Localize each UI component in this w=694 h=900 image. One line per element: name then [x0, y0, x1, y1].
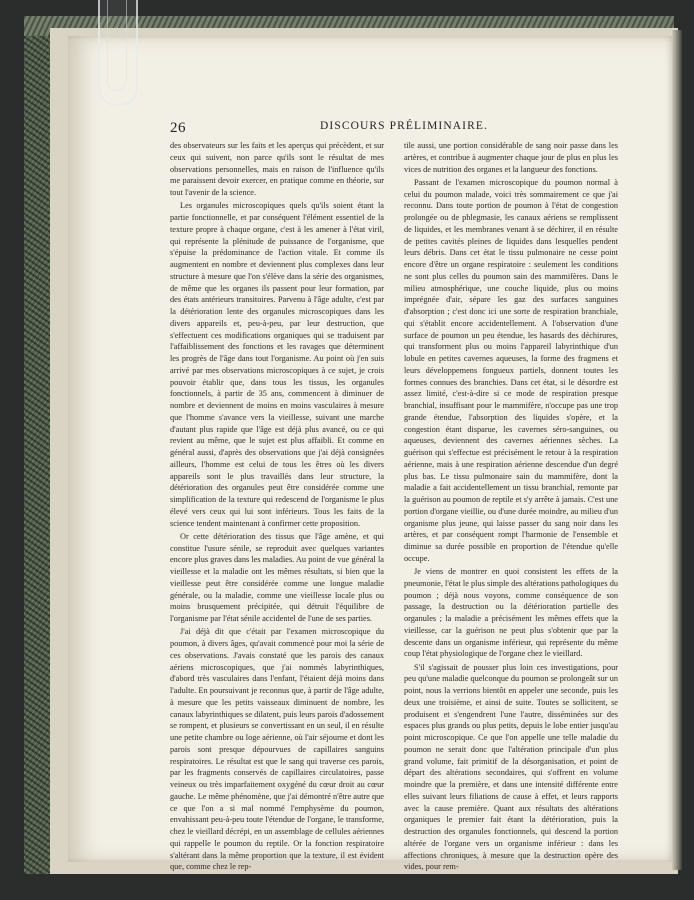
- paragraph: J'ai déjà dit que c'était par l'examen microscopique du poumon, à divers âges, qu'avait commencé pour moi la série de ces observations. J'avais constaté que les parois des canaux aériens microscopiques, que j'ai nommés labyrinthiques, d'abord très vasculaires dans l'enfant, l'étaient déjà moins dans l'adulte. En poursuivant je reconnus que, à partir de l'âge adulte, à mesure que les petits vaisseaux diminuent de nombre, les canaux labyrinthiques se dilatent, puis leurs parois d'adossement se rompent, et plusieurs se convertissant en un seul, il en résulte une petite chambre ou loge aérienne, où l'air séjourne et dont les parois sont presque dépourvues de capillaires sanguins respiratoires. Le résultat est que le sang qui traverse ces parois, par les fragments conservés de capillaires circulatoires, passe veineux ou très imparfaitement oxygéné du cœur droit au cœur gauche. Le même phénomène, que j'ai démontré n'être autre que ce que l'on a si mal nommé l'emphysème du poumon, envahissant peu-à-peu toute l'étendue de l'organe, le transforme, chez le vieillard décrépi, en un assemblage de cellules aériennes qui rappelle le poumon du reptile. Or la fonction respiratoire s'altérant dans la même proportion que la texture, il est évident que, comme chez le rep-: [170, 627, 384, 872]
- paragraph: des observateurs sur les faits et les aperçus qui précèdent, et sur ceux qui suivent, non parce qu'ils sont le résultat de mes observations personnelles, mais en raison de l'influence qu'ils me paraissent devoir exercer, en pratique comme en théorie, sur tout l'avenir de la science.: [170, 141, 384, 197]
- paragraph: tile aussi, une portion considérable de sang noir passe dans les artères, et contribue à augmenter chaque jour de plus en plus les vices de nutrition des organes et la langueur des fonctions.: [404, 141, 618, 174]
- text-column-left: [170, 140, 384, 875]
- page-edge-right: [672, 30, 682, 870]
- running-title: DISCOURS PRÉLIMINAIRE.: [320, 120, 488, 132]
- paragraph: Je viens de montrer en quoi consistent les effets de la pneumonie, l'état le plus simple des altérations pathologiques du poumon ; déjà nous voyons, comme conséquence de son passage, la destruction ou la détérioration partielle des organules ; la maladie a précisément les mêmes effets que la vieillesse, car la guérison ne peut plus s'obtenir que par la descente dans un organisme inférieur, qui représente du même coup l'état physiologique de l'organe chez le vieillard.: [404, 567, 618, 659]
- paragraph: Or cette détérioration des tissus que l'âge amène, et qui constitue l'usure sénile, se reproduit avec quelques variantes encore plus graves dans les maladies. Au point de vue général la vieillesse et la maladie ont les mêmes résultats, si bien que la vieillesse peut être considérée comme une longue maladie générale, ou la maladie, comme une vieillesse locale plus ou moins brusquement précipitée, qui détruit l'équilibre de l'organisme par l'état sénile accidentel de l'une de ses parties.: [170, 531, 384, 623]
- bookmark-clip-inner: [107, 0, 127, 91]
- page-number: 26: [170, 120, 186, 136]
- paragraph: Les organules microscopiques quels qu'ils soient étant la partie fonctionnelle, et par conséquent l'élément essentiel de la texture propre à chaque organe, c'est à les amener à l'état viril, qui représente la plénitude de puissance de l'organisme, que s'épuise la prédominance de l'action vitale. Et comme ils augmentent en nombre et deviennent plus complexes dans leur structure à mesure que l'on s'élève dans la série des organismes, de même que les organes ils passent pour leur formation, par des états antérieurs transitoires. Parvenu à l'âge adulte, c'est par la détérioration lente des organules microscopiques dans les divers appareils et, peu-à-peu, par leur destruction, que s'effectuent ces modifications organiques qui se traduisent par l'affaiblissement des fonctions et les ravages que déterminent les progrès de l'âge dans tout l'organisme. Au point où j'en suis arrivé par mes observations microscopiques à ce sujet, je crois pouvoir établir que, dans tous les tissus, les organules fonctionnels, à partir de 35 ans, commencent à diminuer de nombre et deviennent de moins en moins vasculaires à mesure que l'homme s'avance vers la vieillesse, suivant une marche d'autant plus rapide que l'âge est déjà plus avancé, ou ce qui revient au même, que le sujet est plus affaibli. Et comme en général aussi, d'après des observations que j'ai déjà consignées ailleurs, l'homme est celui de tous les êtres où les divers appareils sont le plus travaillés dans leur structure, la détérioration des organules peut être considérée comme une simplification de la texture qui redescend de l'organisme le plus élevé vers ceux qui lui sont inférieurs. Tous les faits de la science tendent maintenant à confirmer cette proposition.: [170, 201, 384, 528]
- text-column-right: [404, 140, 618, 875]
- page-header: [170, 120, 620, 136]
- paragraph: S'il s'agissait de pousser plus loin ces investigations, pour peu qu'une maladie quelconque du poumon se prolongeât sur un point, nous la verrions bientôt en appeler une seconde, puis les deux une troisième, et ainsi de suite. Toutes se sollicitent, se produisent et s'engendrent l'une l'autre, disséminées sur des espaces plus grands ou plus petits, depuis le lobe entier jusqu'au point microscopique. Ce que l'on appelle une telle maladie du poumon ne serait donc que l'altération principale d'un plus grand volume, fait primitif de la désorganisation, et point de départ des altérations secondaires, qui s'offrent en volume moindre que la première, et dans une intensité différente entre elles suivant leurs filiations de cause à effet, et leurs rapports avec la cause première. Quant aux résultats des altérations organiques le premier fait étant la détérioration, puis la destruction des organules fonctionnels, qui descend la portion altérée de l'organe vers un organisme inférieur : dans les affections chroniques, à mesure que la destruction opère des vides, pour rem-: [404, 662, 618, 872]
- paragraph: Passant de l'examen microscopique du poumon normal à celui du poumon malade, voici très sommairement ce que j'ai reconnu. Dans toute portion de poumon à l'état de congestion prolongée ou de phlegmasie, les canaux aériens se remplissent de liquides, et les membranes venant à se déchirer, il en résulte de petites cavités pleines de liquides dans lesquelles pendent leurs débris. Dans cet état le tissu pulmonaire ne cesse point encore d'être un organe respiratoire : seulement les conditions ne sont plus celles du poumon sain des mammifères. Dans le milieu atmosphérique, une couche liquide, plus ou moins imprégnée d'air, sépare les gaz des surfaces sanguines d'absorption ; c'est donc ici une sorte de respiration branchiale, qui s'établit encore accidentellement. A l'observation d'une surface de poumon un peu étendue, les hasards des déchirures, qui transforment plus ou moins l'appareil labyrinthique d'un lobule en petites cavernes aqueuses, la forme des fragmens et leurs développemens fongueux partiels, donnent toutes les formes connues des branchies. Dans cet état, si le désordre est assez limité, c'est-à-dire si ce mode de respiration presque branchial, insuffisant pour le mammifère, n'occupe pas une trop grande étendue, l'absorption des liquides s'opère, et la congestion étant disparue, les cavernes séro-sanguines, ou aqueuses, deviennent des cavernes aériennes sèches. La guérison qui s'effectue est précisément le retour à la respiration aérienne, mais à une respiration aérienne descendue d'un degré plus bas. Le tissu pulmonaire sain du mammifère, dont la maladie a fait accidentellement un tissu branchial, remonte par la guérison au poumon de reptile et s'y arrête à jamais. C'est une portion d'organe vieillie, ou d'une durée moindre, au milieu d'un organisme plus jeune, qui laisse passer du sang noir dans les artères, et par conséquent rompt l'harmonie de l'ensemble et diminue sa durée possible en proportion de l'étendue qu'elle occupe.: [404, 177, 618, 563]
